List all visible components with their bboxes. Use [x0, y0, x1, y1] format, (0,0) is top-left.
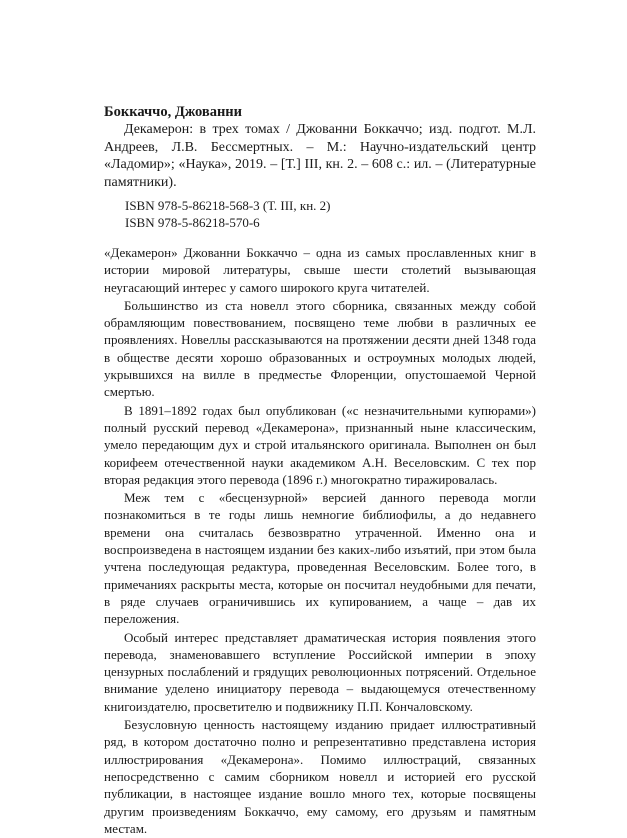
paragraph: В 1891–1892 годах был опубликован («с незначительными купюрами») полный русский перевод «Декамерона», признанный ныне классическим, умело передающим дух и строй итальянского оригинала. Выполнен он был корифеем отечественной науки академиком А.Н. Веселовским. С тех пор вторая редакция этого перевода (1896 г.) многократно тиражировалась. [104, 402, 536, 487]
paragraph: Безусловную ценность настоящему изданию придает иллюстративный ряд, в котором достаточно полно и репрезентативно представлена история иллюстрирования «Декамерона». Помимо иллюстраций, связанных непосредственно с самим сборником новелл и историей его русской публикации, в настоящее издание вошло много тех, которые посвящены другим произведениям Боккаччо, ему самому, его друзьям и памятным местам. [104, 717, 536, 836]
isbn-block [125, 197, 331, 231]
isbn-line: ISBN 978-5-86218-568-3 (Т. III, кн. 2) [125, 198, 331, 213]
author-heading: Боккаччо, Джованни [104, 104, 243, 120]
annotation-text [104, 244, 536, 838]
isbn-line: ISBN 978-5-86218-570-6 [125, 215, 260, 230]
paragraph: Большинство из ста новелл этого сборника, связанных между собой обрамляющим повествованием, посвящено теме любви в различных ее проявлениях. Новеллы рассказываются на протяжении десяти дней 1348 года в обществе десяти хорошо образованных и остроумных молодых людей, укрывшихся на вилле в предместье Флоренции, опустошаемой Черной смертью. [104, 297, 536, 400]
bibliographic-record [104, 104, 536, 191]
paragraph: Меж тем с «бесцензурной» версией данного перевода могли познакомиться в те годы лишь немногие библиофилы, а до недавнего времени она считалась безвозвратно утраченной. Именно она и воспроизведена в настоящем издании без каких-либо изъятий, при этом была учтена последующая редактура, проведенная Веселовским. Более того, в примечаниях раскрыты места, которые он посчитал неудобными для печати, в ряде случаев ограничившись их купированием, а чаще – дав их переложения. [104, 490, 536, 627]
paragraph: Особый интерес представляет драматическая история появления этого перевода, знаменовавшего вступление Российской империи в эпоху цензурных послаблений и грядущих революционных потрясений. Отдельное внимание уделено инициатору перевода – выдающемуся отечественному книгоиздателю, просветителю и подвижнику П.П. Кончаловскому. [104, 629, 536, 714]
paragraph: «Декамерон» Джованни Боккаччо – одна из самых прославленных книг в истории мировой литературы, свыше шести столетий вызывающая неугасающий интерес у самого широкого круга читателей. [104, 245, 536, 295]
citation-entry: Декамерон: в трех томах / Джованни Боккаччо; изд. подгот. М.Л. Андреев, Л.В. Бессмертных. – М.: Научно-издательский центр «Ладомир»; «Наука», 2019. – [Т.] III, кн. 2. – 608 с.: ил. – (Литературные памятники). [104, 122, 536, 190]
